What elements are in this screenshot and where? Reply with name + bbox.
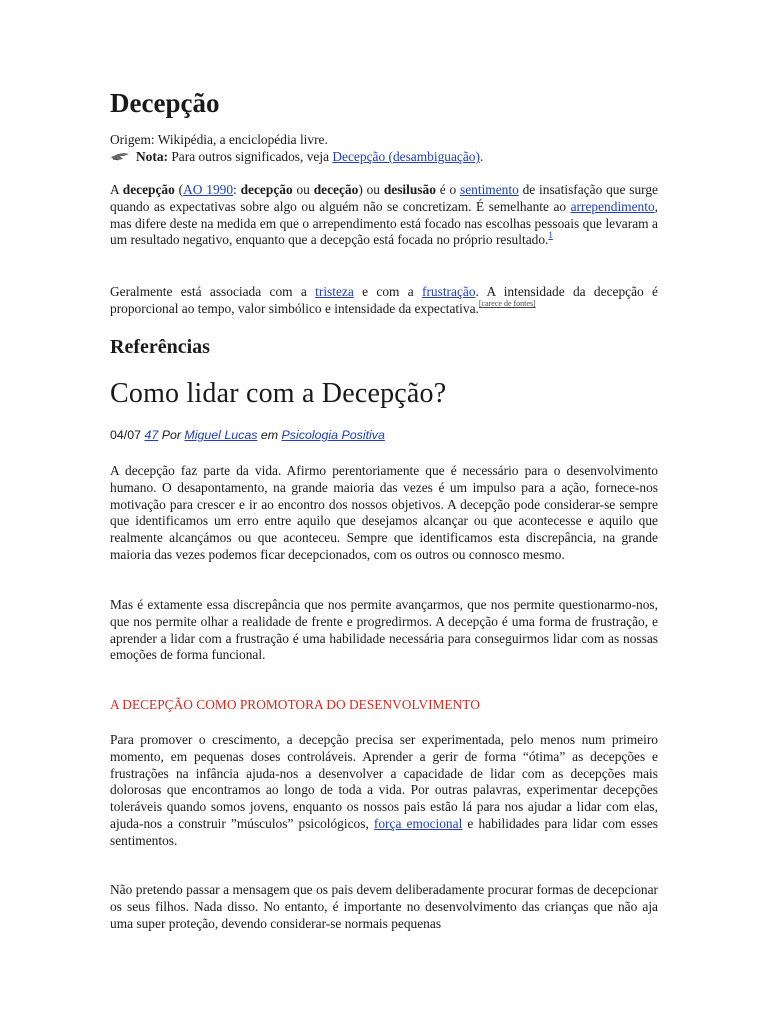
post-paragraph-2: Mas é extamente essa discrepância que nos permite avançarmos, que nos permite questionarmo-nos, que nos permite olhar a realidade de frente e progredirmos. A decepção é uma forma de frustração, e aprender a lidar com a frustração é uma habilidade necessária para conseguirmos lidar com as nossas emoções de forma funcional.	[110, 597, 658, 663]
pointer-hand-icon	[110, 150, 130, 162]
post-paragraph-4: Não pretendo passar a mensagem que os pais devem deliberadamente procurar formas de decepcionar os seus filhos. Nada disso. No entanto, é importante no desenvolvimento das crianças que não aja uma super proteção, devendo considerar-se normais pequenas	[110, 882, 658, 931]
note-label: Nota:	[136, 149, 168, 164]
origin-line: Origem: Wikipédia, a enciclopédia livre.	[110, 132, 328, 147]
post-meta: 04/07 47 Por Miguel Lucas em Psicologia Positiva	[110, 428, 385, 442]
citation-needed-link[interactable]: [carece de fontes]	[478, 298, 536, 308]
intro-paragraph: A decepção (AO 1990: decepção ou deceção) ou desilusão é o sentimento de insatisfação que surge quando as expectativas sobre algo ou alguém não se concretizam. É semelhante ao arrependimento, mas difere deste na medida em que o arrependimento está focado nas escolhas pessoais que levaram a um resultado negativo, enquanto que a decepção está focada no próprio resultado.$^1$	[110, 182, 658, 248]
comments-count-link[interactable]: 47	[144, 428, 159, 442]
second-paragraph: Geralmente está associada com a tristeza e com a frustração. A intensidade da decepção é proporcional ao tempo, valor simbólico e intensidade da expectativa.[carece de fontes]	[110, 284, 658, 316]
disambiguation-note: Nota: Para outros significados, veja Decepção (desambiguação).	[110, 149, 658, 166]
disambiguation-link[interactable]: Decepção (desambiguação)	[332, 149, 480, 164]
ao1990-link[interactable]: AO 1990	[183, 182, 234, 197]
category-link[interactable]: Psicologia Positiva	[281, 428, 385, 442]
note-text: Para outros significados, veja	[171, 149, 333, 164]
forca-emocional-link[interactable]: força emocional	[373, 815, 463, 831]
author-link[interactable]: Miguel Lucas	[184, 428, 258, 442]
reference-1-link[interactable]: 1	[548, 230, 553, 241]
post-title: Como lidar com a Decepção?	[110, 378, 447, 409]
post-paragraph-1: A decepção faz parte da vida. Afirmo perentoriamente que é necessário para o desenvolvimento humano. O desapontamento, na grande maioria das vezes é um impulso para a ação, fornece-nos motivação para crescer e ir ao encontro dos nossos objetivos. A decepção pode considerar-se sempre que identificamos um erro entre aquilo que desejamos alcançar ou que acontecesse e aquilo que realmente alcançámos ou que aconteceu. Sempre que identificamos esta discrepância, na grande maioria das vezes podemos ficar decepcionados, com os outros ou connosco mesmo.	[110, 463, 658, 562]
references-heading: Referências	[110, 336, 210, 358]
sentimento-link[interactable]: sentimento	[460, 182, 519, 197]
post-paragraph-3: Para promover o crescimento, a decepção precisa ser experimentada, pelo menos num primeiro momento, em pequenas doses controláveis. Aprender a gerir de forma “ótima” as decepções e frustrações na infância ajuda-nos a desenvolver a capacidade de lidar com as decepções mais dolorosas que encontramos ao longo de toda a vida. Por outras palavras, experimentar decepções toleráveis quando somos jovens, enquanto os nossos pais estão lá para nos ajudar a lidar com elas, ajuda-nos a construir ”músculos” psicológicos, força emocional e habilidades para lidar com esses sentimentos.	[110, 732, 659, 848]
section-heading: A DECEPÇÃO COMO PROMOTORA DO DESENVOLVIMENTO	[110, 697, 480, 712]
post-date: 04/07	[110, 428, 145, 442]
arrependimento-link[interactable]: arrependimento	[570, 198, 655, 214]
article-title: Decepção	[110, 88, 220, 118]
tristeza-link[interactable]: tristeza	[315, 284, 354, 299]
frustracao-link[interactable]: frustração	[422, 284, 476, 299]
